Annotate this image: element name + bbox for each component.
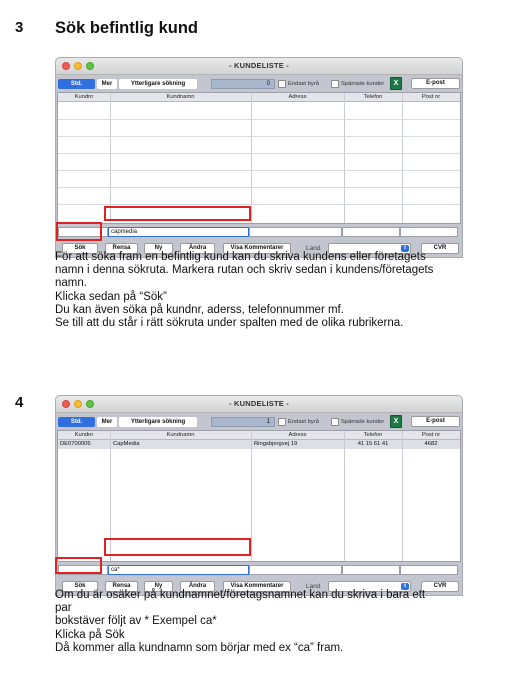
table-header xyxy=(58,93,460,102)
result-count: 0 xyxy=(211,79,275,89)
text-line: Om du är osäker på kundnamnet/företagsnamnet kan du skriva i bara ett xyxy=(55,589,426,601)
cvr-button[interactable]: CVR xyxy=(421,581,459,592)
tab-std[interactable]: Std. xyxy=(58,79,95,89)
search-adress-field[interactable] xyxy=(249,565,342,575)
text-line: Du kan även söka på kundnr, aderss, telefonnummer mf. xyxy=(55,303,344,316)
endast-byra-label: Endast byrå xyxy=(288,419,319,425)
kundeliste-window xyxy=(55,57,463,258)
kundeliste-window xyxy=(55,395,463,596)
row-divider xyxy=(58,170,460,171)
sparrade-kunder-checkbox[interactable] xyxy=(331,418,339,426)
customer-table xyxy=(57,92,461,224)
visa-kommentarer-button[interactable]: Visa Kommentarer xyxy=(223,243,291,254)
cell-kundnamn: CapMedia xyxy=(113,441,140,447)
text-line: Se till att du står i rätt sökruta under spalten med de olika rubrikerna. xyxy=(55,317,404,330)
column-divider xyxy=(344,431,345,561)
result-count: 1 xyxy=(211,417,275,427)
andra-button[interactable]: Ändra xyxy=(180,243,215,254)
text-line: par xyxy=(55,602,72,615)
excel-export-icon[interactable]: X xyxy=(390,77,402,90)
window-title: - KUNDELISTE - xyxy=(229,399,289,408)
tab-ytterligare-sokning[interactable]: Ytterligare sökning xyxy=(119,79,197,89)
search-adress-field[interactable] xyxy=(249,227,342,237)
rensa-button[interactable]: Rensa xyxy=(105,581,138,592)
ny-button[interactable]: Ny xyxy=(144,581,173,592)
row-divider xyxy=(58,119,460,120)
cell-kundnr: DE0700005 xyxy=(60,441,91,447)
tab-mer[interactable]: Mer xyxy=(97,417,117,427)
sparrade-kunder-label: Spärrade kunder xyxy=(341,81,385,87)
step-number: 4 xyxy=(15,394,24,411)
highlight-sok-button xyxy=(56,222,102,241)
tab-std[interactable]: Std. xyxy=(58,417,95,427)
table-row[interactable] xyxy=(58,440,460,449)
column-divider xyxy=(251,431,252,561)
step-number: 3 xyxy=(15,19,24,36)
column-header-adress[interactable]: Adress xyxy=(288,432,307,438)
column-header-postnr[interactable]: Post nr xyxy=(421,432,441,438)
column-divider xyxy=(402,431,403,561)
column-header-kundnr[interactable]: Kundnr xyxy=(74,94,94,100)
window-titlebar xyxy=(56,58,462,75)
highlight-search-field xyxy=(104,538,251,556)
land-label: Land xyxy=(306,245,321,252)
sok-button[interactable]: Sök xyxy=(62,581,98,592)
search-kundnamn-field[interactable]: capmedia xyxy=(108,227,249,237)
chevron-updown-icon: ⇕ xyxy=(402,245,408,251)
row-divider xyxy=(58,153,460,154)
search-row xyxy=(56,226,462,240)
text-line: namn. xyxy=(55,277,87,290)
search-postnr-field[interactable] xyxy=(400,227,458,237)
column-header-kundnamn[interactable]: Kundnamn xyxy=(166,94,195,100)
text-line: Då kommer alla kundnamn som börjar med ex “ca” fram. xyxy=(55,641,344,654)
window-title: - KUNDELISTE - xyxy=(229,61,289,70)
endast-byra-checkbox[interactable] xyxy=(278,418,286,426)
ny-button[interactable]: Ny xyxy=(144,243,173,254)
highlight-sok-button xyxy=(55,557,102,574)
column-header-adress[interactable]: Adress xyxy=(288,94,307,100)
text-line: För att söka fram en befintlig kund kan du skriva kundens eller företagets xyxy=(55,251,426,263)
column-header-kundnamn[interactable]: Kundnamn xyxy=(166,432,195,438)
row-divider xyxy=(58,204,460,205)
tab-mer[interactable]: Mer xyxy=(97,79,117,89)
rensa-button[interactable]: Rensa xyxy=(105,243,138,254)
endast-byra-checkbox[interactable] xyxy=(278,80,286,88)
window-titlebar xyxy=(56,396,462,413)
row-divider xyxy=(58,136,460,137)
tab-ytterligare-sokning[interactable]: Ytterligare sökning xyxy=(119,417,197,427)
section-title: Sök befintlig kund xyxy=(55,19,198,37)
row-divider xyxy=(58,187,460,188)
column-header-kundnr[interactable]: Kundnr xyxy=(74,432,94,438)
land-label: Land xyxy=(306,583,321,590)
epost-button[interactable]: E-post xyxy=(411,416,460,427)
toolbar xyxy=(56,75,462,92)
sok-button[interactable]: Sök xyxy=(62,243,98,254)
cvr-button[interactable]: CVR xyxy=(421,243,459,254)
cell-adress: Ringsbjergvej 19 xyxy=(254,441,298,447)
andra-button[interactable]: Ändra xyxy=(180,581,215,592)
text-line: namn i denna sökruta. Markera rutan och skriv sedan i kundens/företagets xyxy=(55,264,434,277)
table-header xyxy=(58,431,460,440)
chevron-updown-icon: ⇕ xyxy=(402,583,408,589)
search-telefon-field[interactable] xyxy=(342,565,400,575)
toolbar xyxy=(56,413,462,430)
highlight-search-field xyxy=(104,206,251,221)
search-postnr-field[interactable] xyxy=(400,565,458,575)
visa-kommentarer-button[interactable]: Visa Kommentarer xyxy=(223,581,291,592)
column-header-telefon[interactable]: Telefon xyxy=(363,94,383,100)
instruction-text xyxy=(55,251,495,330)
column-header-telefon[interactable]: Telefon xyxy=(363,432,383,438)
search-row xyxy=(56,564,462,578)
sparrade-kunder-checkbox[interactable] xyxy=(331,80,339,88)
text-line: bokstäver följt av * Exempel ca* xyxy=(55,615,217,628)
text-line: Klicka på Sök xyxy=(55,628,125,641)
excel-export-icon[interactable]: X xyxy=(390,415,402,428)
search-telefon-field[interactable] xyxy=(342,227,400,237)
column-header-postnr[interactable]: Post nr xyxy=(421,94,441,100)
sparrade-kunder-label: Spärrade kunder xyxy=(341,419,385,425)
text-line: Klicka sedan på “Sök” xyxy=(55,290,167,303)
cell-telefon: 41 15 61 41 xyxy=(357,441,389,447)
cell-postnr: 4682 xyxy=(424,441,438,447)
instruction-text xyxy=(55,589,495,655)
epost-button[interactable]: E-post xyxy=(411,78,460,89)
search-kundnamn-field[interactable]: ca* xyxy=(108,565,249,575)
endast-byra-label: Endast byrå xyxy=(288,81,319,87)
